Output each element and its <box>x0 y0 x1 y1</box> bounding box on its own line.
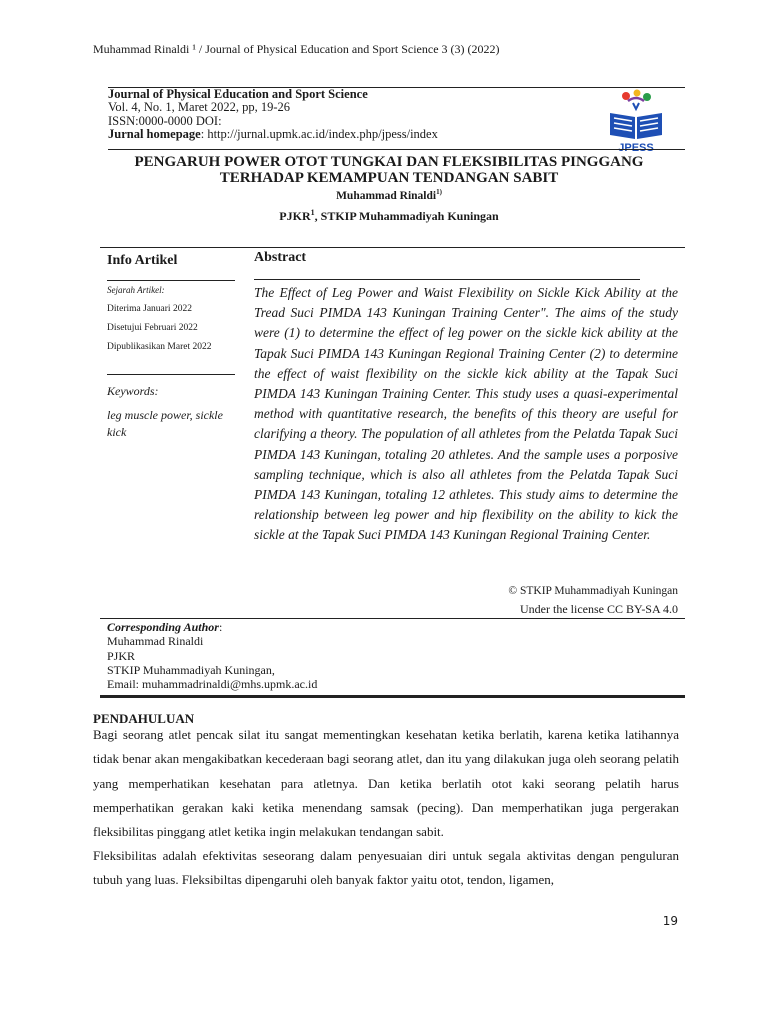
info-heading: Info Artikel <box>107 253 178 268</box>
homepage-label: Jurnal homepage <box>108 127 201 142</box>
corresponding-colon: : <box>218 620 223 634</box>
corresponding-name: Muhammad Rinaldi <box>107 634 204 649</box>
paper-title <box>93 154 685 186</box>
affiliation <box>93 208 685 224</box>
keywords-text: leg muscle power, sickle kick <box>107 408 223 439</box>
author-sup: 1) <box>436 188 442 196</box>
intro-paragraph-2: Fleksibilitas adalah efektivitas seseorang dalam penyesuaian diri untuk segala aktivitas dengan penguluran tubuh yang luas. Fleksibiltas dipengaruhi oleh banyak faktor yaitu otot, tendon, ligamen, <box>93 848 679 888</box>
affil-rest: , STKIP Muhammadiyah Kuningan <box>314 209 499 223</box>
affil-prefix: PJKR <box>279 209 311 223</box>
author-name: Muhammad Rinaldi <box>336 189 437 202</box>
keywords-label: Keywords: <box>107 384 159 398</box>
abstract-head-rule <box>254 279 640 280</box>
info-rule-1 <box>107 280 235 281</box>
corresponding-dept: PJKR <box>107 648 136 663</box>
journal-info <box>108 88 438 142</box>
history-label: Sejarah Artikel: <box>107 285 165 295</box>
section-divider <box>100 695 685 698</box>
corresponding-label: Corresponding Author <box>107 620 219 634</box>
affil-sup: 1 <box>310 208 315 217</box>
author-line <box>93 188 685 202</box>
homepage-link[interactable]: : http://jurnal.upmk.ac.id/index.php/jpess/index <box>200 127 438 142</box>
journal-name: Journal of Physical Education and Sport Science <box>108 87 368 101</box>
published-date: Dipublikasikan Maret 2022 <box>107 342 212 352</box>
abstract-heading: Abstract <box>254 250 307 265</box>
approved-date: Disetujui Februari 2022 <box>107 323 198 333</box>
section-heading: PENDAHULUAN <box>93 711 195 726</box>
info-bottom-rule <box>100 618 685 619</box>
jpess-logo <box>604 87 668 155</box>
journal-volume: Vol. 4, No. 1, Maret 2022, pp, 19-26 <box>108 100 291 115</box>
logo-text: JPESS <box>618 142 654 154</box>
corresponding-institution: STKIP Muhammadiyah Kuningan, <box>107 662 275 677</box>
intro-paragraph-1: Bagi seorang atlet pencak silat itu sangat mementingkan kesehatan ketika berlatih, karena ketika latihannya tidak benar akan mengakibatkan kecederaan bagi seorang atlet, dan itu yang dilakukan juga oleh seorang pelatih yang memperhatikan kesehatan para atletnya. Dan ketika berlatih otot kaki seorang pelatih harus memperhatikan gerakan kaki ketika menendang samsak (pecing). Dan memperhatikan juga pergerakan fleksibilitas pinggang atlet ketika ingin melakukan tendangan sabit. <box>93 727 679 840</box>
license-line: Under the license CC BY-SA 4.0 <box>520 602 678 616</box>
running-head: Muhammad Rinaldi ¹ / Journal of Physical Education and Sport Science 3 (3) (2022) <box>93 42 500 56</box>
info-top-rule <box>100 247 685 248</box>
received-date: Diterima Januari 2022 <box>107 304 192 314</box>
journal-bottom-rule <box>108 149 685 150</box>
corresponding-email[interactable]: Email: muhammadrinaldi@mhs.upmk.ac.id <box>107 677 318 692</box>
title-line-1: PENGARUH POWER OTOT TUNGKAI DAN FLEKSIBILITAS PINGGANG <box>134 154 644 170</box>
title-line-2: TERHADAP KEMAMPUAN TENDANGAN SABIT <box>219 170 559 186</box>
abstract-text: The Effect of Leg Power and Waist Flexibility on Sickle Kick Ability at the Tread Suci PIMDA 143 Kuningan Training Center". The aims of the study were (1) to determine the effect of leg power on the sickle kick ability at the Tapak Suci PIMDA 143 Kuningan Regional Training Center (2) to determine the effect of waist flexibility on the sickle kick ability at the Tapak Suci PIMDA 143 Kuningan Training Center. This study uses a quasi-experimental method with quantitative research, the benefits of this theory are useful for clarifying a theory. The population of all athletes from the Pelatda Tapak Suci PIMDA 143 Kuningan, totaling 20 athletes. And the sample uses a porposive sampling technique, which is also all athletes from the Pelatda Tapak Suci PIMDA 143 Kuningan, totaling 12 athletes. This study aims to determine the relationship between leg power and hip flexibility on the ability to kick the sickle at the Tapak Suci PIMDA 143 Kuningan Regional Training Center. <box>254 285 678 543</box>
copyright-line: © STKIP Muhammadiyah Kuningan <box>508 585 678 597</box>
corresponding-block <box>107 620 317 691</box>
info-rule-2 <box>107 374 235 375</box>
journal-issn: ISSN:0000-0000 DOI: <box>108 113 222 128</box>
page-number: 19 <box>662 914 678 928</box>
